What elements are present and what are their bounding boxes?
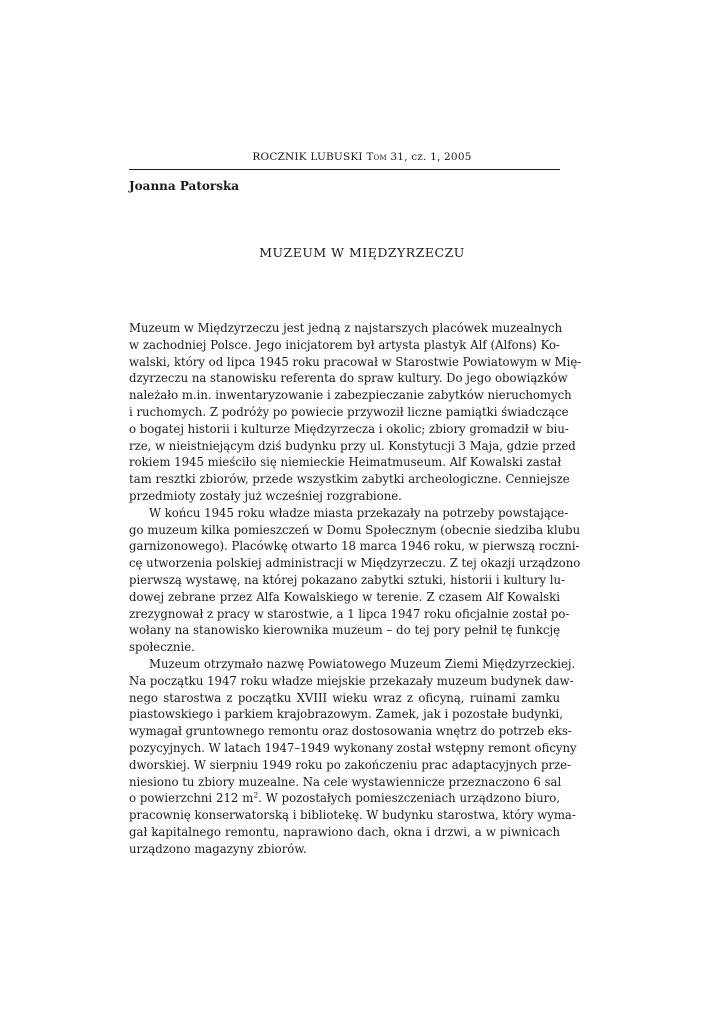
text-line: o bogatej historii i kulturze Międzyrzecza i okolic; zbiory gromadził w biu- bbox=[129, 421, 569, 436]
text-line: pierwszą wystawę, na której pokazano zabytki sztuki, historii i kultury lu- bbox=[129, 572, 566, 587]
text-line: wymagał gruntownego remontu oraz dostosowania wnętrz do potrzeb eks- bbox=[129, 724, 572, 739]
text-line: Muzeum w Międzyrzeczu jest jedną z najstarszych placówek muzealnych bbox=[129, 321, 563, 335]
text-line: rze, w nieistniejącym dziś budynku przy ul. Konstytucji 3 Maja, gdzie przed bbox=[129, 438, 576, 453]
text-line: i ruchomych. Z podróży po powiecie przywoził liczne pamiątki świadczące bbox=[129, 404, 569, 419]
text-line: walski, który od lipca 1945 roku pracował w Starostwie Powiatowym w Mię- bbox=[129, 354, 582, 369]
text-line: niesiono tu zbiory muzealne. Na cele wystawiennicze przeznaczono 6 sal bbox=[129, 774, 562, 789]
text-segment: . W pozostałych pomieszczeniach urządzono biuro, bbox=[258, 791, 560, 806]
text-line: dworskiej. W sierpniu 1949 roku po zakończeniu prac adaptacyjnych prze- bbox=[129, 757, 572, 772]
text-line: garnizonowego). Placówkę otwarto 18 marca 1946 roku, w pierwszą roczni- bbox=[129, 539, 580, 554]
text-line: go muzeum kilka pomieszczeń w Domu Społecznym (obecnie siedziba klubu bbox=[129, 522, 581, 537]
text-line: przedmioty zostały już wcześniej rozgrabione. bbox=[129, 488, 402, 503]
text-line: tam resztki zbiorów, przede wszystkim zabytki archeologiczne. Cenniejsze bbox=[129, 472, 570, 487]
superscript: 2 bbox=[253, 790, 259, 800]
volume-info: 31, cz. 1, 2005 bbox=[390, 151, 472, 163]
text-line: Na początku 1947 roku władze miejskie przekazały muzeum budynek daw- bbox=[129, 673, 574, 688]
text-line: cę utworzenia polskiej administracji w Międzyrzeczu. Z tej okazji urządzono bbox=[129, 556, 581, 571]
text-line: pozycyjnych. W latach 1947–1949 wykonany został wstępny remont oficyny bbox=[129, 740, 577, 755]
journal-name: ROCZNIK LUBUSKI bbox=[252, 151, 363, 163]
text-line: zrezygnował z pracy w starostwie, a 1 lipca 1947 roku oficjalnie został po- bbox=[129, 606, 570, 621]
running-head bbox=[0, 151, 724, 163]
text-line: dowej zebrane przez Alfa Kowalskiego w terenie. Z czasem Alf Kowalski bbox=[129, 589, 560, 604]
text-line: urządzono magazyny zbiorów. bbox=[129, 841, 307, 856]
text-line: nego starostwa z początku XVIII wieku wraz z oficyną, ruinami zamku bbox=[129, 690, 560, 705]
text-line: piastowskiego i parkiem krajobrazowym. Zamek, jak i pozostałe budynki, bbox=[129, 707, 563, 722]
text-line: pracownię konserwatorską i bibliotekę. W budynku starostwa, który wyma- bbox=[129, 808, 576, 823]
text-line: społecznie. bbox=[129, 640, 195, 655]
volume-label: Tom bbox=[366, 151, 387, 163]
text-line: W końcu 1945 roku władze miasta przekazały na potrzeby powstające- bbox=[149, 505, 569, 520]
text-line: Muzeum otrzymało nazwę Powiatowego Muzeum Ziemi Międzyrzeckiej. bbox=[149, 656, 576, 671]
text-line: należało m.in. inwentaryzowanie i zabezpieczanie zabytków nieruchomych bbox=[129, 388, 572, 403]
article-title: MUZEUM W MIĘDZYRZECZU bbox=[259, 245, 465, 260]
author-name: Joanna Patorska bbox=[129, 179, 240, 193]
article-body bbox=[129, 320, 582, 858]
header-rule bbox=[129, 169, 560, 170]
text-line: rokiem 1945 mieściło się niemieckie Heimatmuseum. Alf Kowalski zastał bbox=[129, 455, 562, 470]
text-line: w zachodniej Polsce. Jego inicjatorem był artysta plastyk Alf (Alfons) Ko- bbox=[129, 337, 560, 352]
text-line: gał kapitalnego remontu, naprawiono dach, okna i drzwi, a w piwnicach bbox=[129, 824, 560, 839]
text-line: wołany na stanowisko kierownika muzeum – do tej pory pełnił tę funkcję bbox=[129, 623, 560, 638]
text-line: dzyrzeczu na stanowisku referenta do spraw kultury. Do jego obowiązków bbox=[129, 371, 568, 386]
text-line-with-superscript bbox=[129, 790, 560, 807]
text-segment: o powierzchni 212 m bbox=[129, 791, 254, 806]
